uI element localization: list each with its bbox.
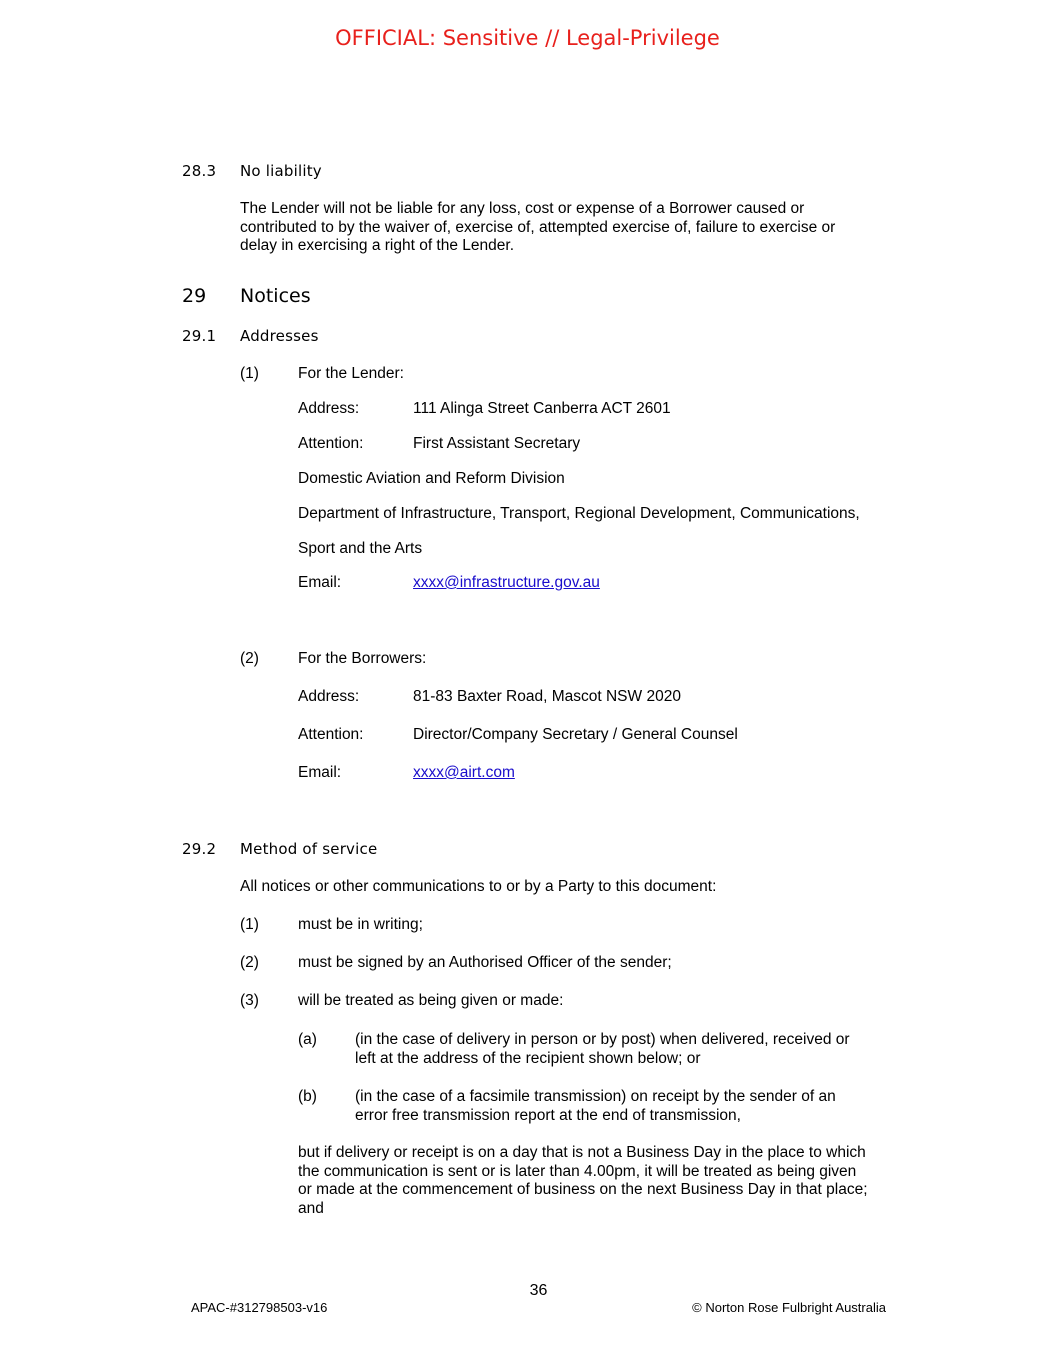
clause-28-3-number: 28.3 [182, 162, 217, 180]
borrowers-attention-label: Attention: [298, 726, 364, 743]
sublist-item [355, 1088, 836, 1125]
lender-email-label: Email: [298, 574, 342, 591]
list-marker: (3) [240, 992, 259, 1009]
borrowers-heading: For the Borrowers: [298, 650, 427, 667]
list-item: will be treated as being given or made: [298, 992, 564, 1009]
lender-division: Domestic Aviation and Reform Division [298, 470, 565, 487]
clause-29-2-title: Method of service [240, 840, 378, 858]
lender-attention-value: First Assistant Secretary [413, 435, 581, 452]
borrowers-email-link[interactable]: xxxx@airt.com [413, 764, 515, 781]
sublist-item [355, 1031, 850, 1068]
paragraph-line: delay in exercising a right of the Lender. [240, 237, 515, 254]
page-number: 36 [529, 1282, 548, 1299]
lender-marker: (1) [240, 365, 259, 382]
clause-29-title: Notices [240, 285, 311, 307]
borrowers-marker: (2) [240, 650, 259, 667]
clause-28-3-title: No liability [240, 162, 322, 180]
list-marker: (2) [240, 954, 259, 971]
borrowers-email-label: Email: [298, 764, 342, 781]
clause-28-3-body [240, 200, 835, 256]
list-item: must be in writing; [298, 916, 423, 933]
lender-attention-label: Attention: [298, 435, 364, 452]
paragraph-line: or made at the commencement of business on the next Business Day in that place; [298, 1181, 868, 1198]
paragraph-line: left at the address of the recipient shown below; or [355, 1049, 701, 1067]
borrowers-address-value: 81-83 Baxter Road, Mascot NSW 2020 [413, 688, 681, 705]
borrowers-attention-value: Director/Company Secretary / General Counsel [413, 726, 738, 743]
clause-29-number: 29 [182, 285, 207, 307]
lender-email-link[interactable]: xxxx@infrastructure.gov.au [413, 574, 600, 591]
lender-department-cont: Sport and the Arts [298, 540, 423, 557]
paragraph-line: error free transmission report at the end of transmission, [355, 1106, 741, 1124]
document-id: APAC-#312798503-v16 [191, 1300, 328, 1315]
classification-marking: OFFICIAL: Sensitive // Legal-Privilege [335, 26, 720, 50]
paragraph-line: contributed to by the waiver of, exercise of, attempted exercise of, failure to exercise or [240, 218, 836, 236]
paragraph-line: the communication is sent or is later than 4.00pm, it will be treated as being given [298, 1162, 857, 1180]
paragraph-line: The Lender will not be liable for any loss, cost or expense of a Borrower caused or [240, 200, 805, 217]
paragraph-line: and [298, 1199, 324, 1217]
list-item: must be signed by an Authorised Officer of the sender; [298, 954, 672, 971]
list-marker: (1) [240, 916, 259, 933]
paragraph-line: but if delivery or receipt is on a day that is not a Business Day in the place to which [298, 1144, 866, 1161]
borrowers-address-label: Address: [298, 688, 360, 705]
lender-address-label: Address: [298, 400, 360, 417]
paragraph-line: (in the case of delivery in person or by post) when delivered, received or [355, 1031, 850, 1048]
paragraph-line: (in the case of a facsimile transmission) on receipt by the sender of an [355, 1088, 836, 1105]
clause-29-1-title: Addresses [240, 327, 319, 345]
method-intro: All notices or other communications to or by a Party to this document: [240, 878, 717, 895]
copyright-notice: © Norton Rose Fulbright Australia [692, 1300, 886, 1315]
clause-29-2-number: 29.2 [182, 840, 217, 858]
lender-address-value: 111 Alinga Street Canberra ACT 2601 [413, 400, 671, 417]
lender-department: Department of Infrastructure, Transport, Regional Development, Communications, [298, 505, 860, 522]
lender-heading: For the Lender: [298, 365, 404, 382]
method-closing-paragraph [298, 1144, 868, 1218]
clause-29-1-number: 29.1 [182, 327, 217, 345]
sublist-marker: (b) [298, 1088, 317, 1105]
sublist-marker: (a) [298, 1031, 317, 1048]
